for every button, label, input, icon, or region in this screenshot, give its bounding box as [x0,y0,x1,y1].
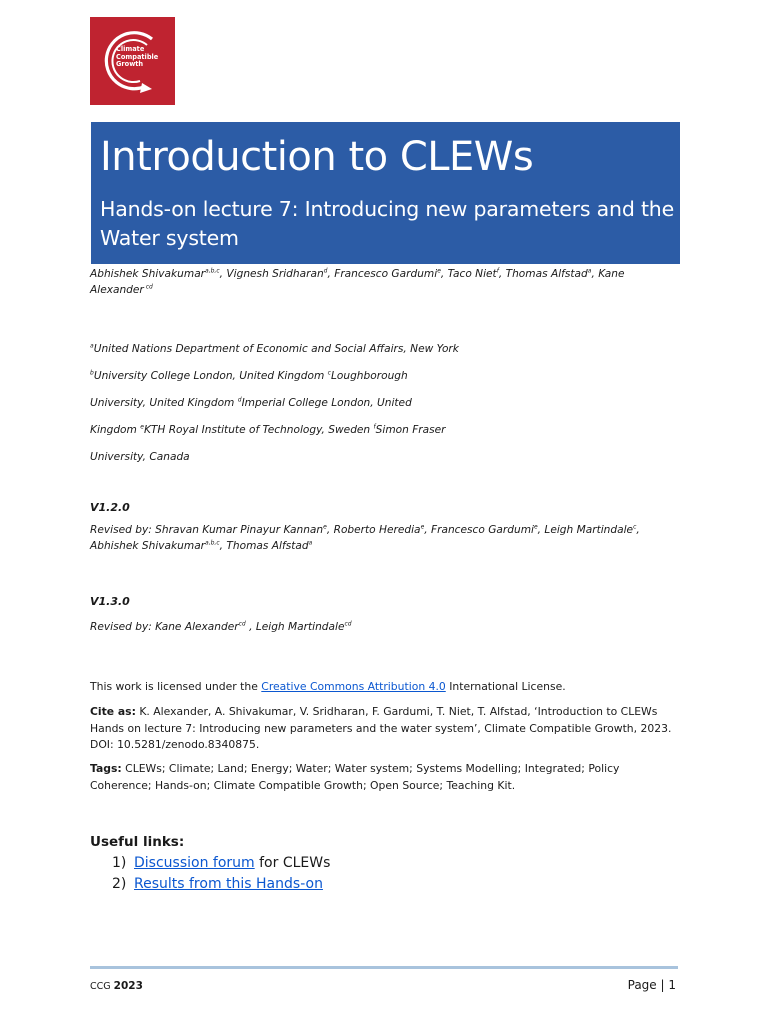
logo-line-1: Climate [116,45,145,53]
reviser: Kane Alexander [155,621,239,633]
reviser-sup: cd [344,620,352,628]
affiliation-line [90,336,680,363]
revised-by [90,522,680,554]
reviser-sep: , [219,540,227,552]
logo-line-3: Growth [116,60,144,69]
useful-links-heading: Useful links: [90,834,185,850]
list-item [112,874,330,895]
list-number: 2) [112,876,127,892]
cite-text: K. Alexander, A. Shivakumar, V. Sridharan, F. Gardumi, T. Niet, T. Alfstad, ‘Introduction to CLEWs Hands on lecture 7: Introducing new parameters and the water system’, Climate Compatible Growth, 2023. DOI: 10.5281/zenodo.8340875. [90,705,672,751]
affil-text: United Nations Department of Economic and Social Affairs, New York [93,343,459,355]
reviser-sup: a [308,539,313,547]
affiliations [90,336,680,471]
author-sup: f [496,267,499,275]
footer-org [90,980,143,992]
affil-text: Imperial College London, United [241,397,412,409]
author: Francesco Gardumi [334,268,438,280]
footer-divider [90,966,678,969]
title-banner [91,122,680,264]
results-link[interactable]: Results from this Hands-on [134,876,323,892]
reviser-sep: , [424,524,432,536]
revised-by [90,619,680,635]
affil-text: University College London, United Kingdom [93,370,328,382]
affiliation-line [90,390,680,417]
tags-text: CLEWs; Climate; Land; Energy; Water; Water system; Systems Modelling; Integrated; Policy Coherence; Hands-on; Climate Compatible Growth; Open Source; Teaching Kit. [90,762,620,792]
affil-sup: f [373,423,376,431]
affil-sup: a [90,342,94,350]
license-prefix: This work is licensed under the [90,680,262,693]
footer-year: 2023 [113,980,143,992]
reviser-sup: e [533,523,538,531]
author: Kane Alexander [90,268,625,296]
version-label: V1.3.0 [90,595,130,608]
reviser: Shravan Kumar Pinayur Kannan [155,524,324,536]
ccg-logo-text [116,46,172,69]
reviser: Leigh Martindale [544,524,634,536]
reviser-sep: , [326,524,334,536]
revised-prefix: Revised by: [90,621,156,633]
author-sup: a [587,267,592,275]
useful-links-list [112,853,330,895]
document-title: Introduction to CLEWs [100,134,534,180]
author: Vignesh Sridharan [226,268,324,280]
author: Thomas Alfstad [505,268,588,280]
author: Abhishek Shivakumar [90,268,206,280]
reviser-sup: a,b,c [205,539,220,547]
affil-text: Loughborough [330,370,408,382]
affiliation-line [90,417,680,444]
list-item-text: for CLEWs [254,855,331,871]
logo-line-2: Compatible [116,52,159,61]
author-sep: , [327,268,335,280]
page-label: Page | [627,978,669,992]
author-sep: , [219,268,227,280]
cc-license-link[interactable]: Creative Commons Attribution 4.0 [261,680,446,693]
author-sup: a,b,c [205,267,220,275]
reviser-sup: e [420,523,425,531]
version-label: V1.2.0 [90,501,130,514]
reviser: Francesco Gardumi [431,524,534,536]
author-sep: , [498,268,506,280]
license-suffix: International License. [445,680,566,693]
ccg-logo [90,17,175,105]
reviser-sup: e [323,523,327,531]
license-statement [90,679,680,696]
tags-label: Tags: [90,762,122,775]
citation [90,704,680,754]
affil-sup: d [237,396,242,404]
reviser: Leigh Martindale [255,621,345,633]
list-number: 1) [112,855,127,871]
affiliation-line [90,444,680,471]
affiliation-line [90,363,680,390]
affil-sup: b [90,369,94,377]
reviser-sep: , [245,621,256,633]
reviser: Thomas Alfstad [226,540,309,552]
author-sup: cd [143,283,153,291]
reviser: Roberto Heredia [333,524,421,536]
affil-text: Kingdom [90,424,141,436]
affil-text: University, Canada [90,451,190,463]
reviser-sep: , [636,524,640,536]
footer-org-name: CCG [90,981,114,992]
author: Taco Niet [447,268,497,280]
page-number [628,978,676,992]
reviser-sep: , [537,524,545,536]
revised-prefix: Revised by: [90,524,156,536]
author-list [90,266,680,298]
cite-label: Cite as: [90,705,136,718]
author-sep: , [591,268,599,280]
discussion-forum-link[interactable]: Discussion forum [134,855,255,871]
reviser-sup: c [633,523,637,531]
author-sup: d [323,267,328,275]
affil-text: Simon Fraser [375,424,446,436]
reviser: Abhishek Shivakumar [90,540,206,552]
affil-text: KTH Royal Institute of Technology, Sweden [143,424,374,436]
affil-text: University, United Kingdom [90,397,238,409]
document-subtitle: Hands-on lecture 7: Introducing new parameters and the Water system [100,197,675,250]
tags [90,761,680,794]
author-sup: e [437,267,441,275]
page-num: 1 [668,978,676,992]
author-sep: , [440,268,448,280]
affil-sup: c [327,369,331,377]
list-item [112,853,330,874]
affil-sup: e [140,423,144,431]
reviser-sup: cd [238,620,246,628]
